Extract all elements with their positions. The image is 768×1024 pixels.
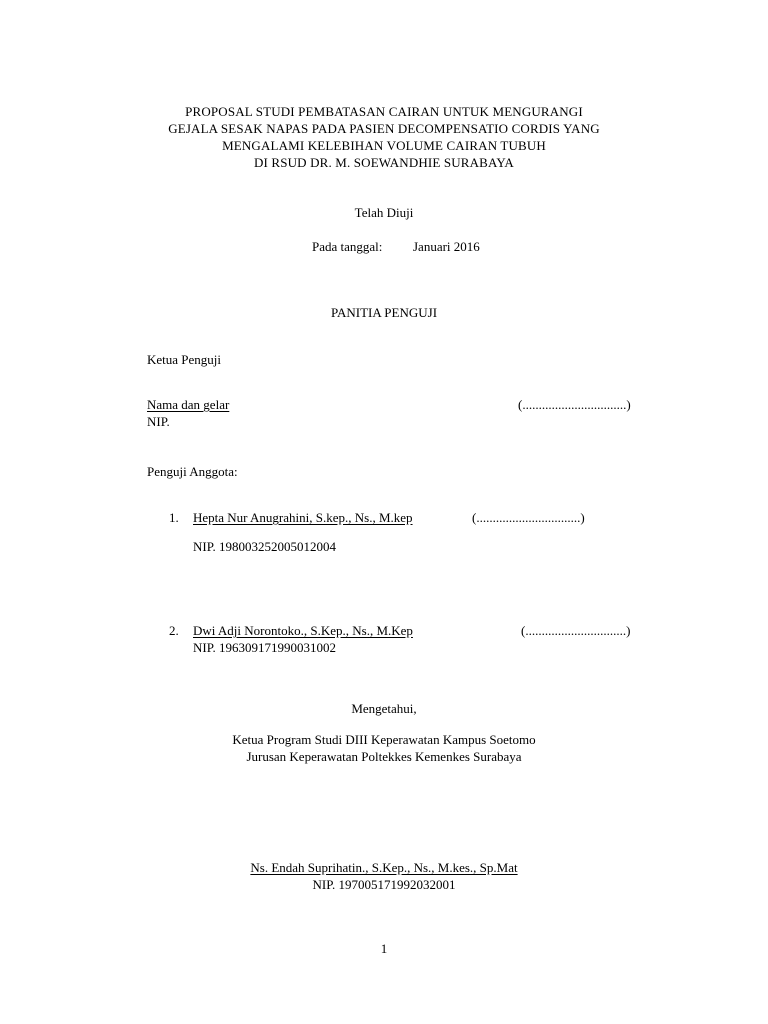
member-name: Dwi Adji Norontoko., S.Kep., Ns., M.Kep xyxy=(193,623,413,638)
tested-label: Telah Diuji xyxy=(354,205,414,220)
approval-position-line-2: Jurusan Keperawatan Poltekkes Kemenkes Surabaya xyxy=(246,749,522,764)
member-signature: (................................) xyxy=(472,510,585,525)
member-number: 1. xyxy=(169,510,179,525)
approval-label: Mengetahui, xyxy=(351,701,417,716)
approval-name xyxy=(0,860,768,876)
committee-heading: PANITIA PENGUJI xyxy=(330,305,438,320)
chair-label: Ketua Penguji xyxy=(147,352,222,367)
title-line-2: GEJALA SESAK NAPAS PADA PASIEN DECOMPENSATIO CORDIS YANG xyxy=(168,121,600,136)
approval-position-line-1: Ketua Program Studi DIII Keperawatan Kampus Soetomo xyxy=(232,732,536,747)
page-number: 1 xyxy=(380,941,388,956)
member-nip: NIP. 196309171990031002 xyxy=(193,640,337,655)
chair-nip: NIP. xyxy=(147,414,170,429)
date-label: Pada tanggal: xyxy=(312,239,383,254)
approval-nip: NIP. 197005171992032001 xyxy=(312,877,456,892)
member-name: Hepta Nur Anugrahini, S.kep., Ns., M.kep xyxy=(193,510,413,525)
chair-signature: (................................) xyxy=(518,397,631,412)
title-line-3: MENGALAMI KELEBIHAN VOLUME CAIRAN TUBUH xyxy=(222,138,546,153)
members-label: Penguji Anggota: xyxy=(147,464,238,479)
approval-name-text: Ns. Endah Suprihatin., S.Kep., Ns., M.kes., Sp.Mat xyxy=(250,860,518,875)
title-line-1: PROPOSAL STUDI PEMBATASAN CAIRAN UNTUK MENGURANGI xyxy=(185,104,583,119)
title-line-4: DI RSUD DR. M. SOEWANDHIE SURABAYA xyxy=(254,155,514,170)
date-value: Januari 2016 xyxy=(413,239,480,254)
member-nip: NIP. 198003252005012004 xyxy=(193,539,337,554)
member-signature: (...............................) xyxy=(521,623,631,638)
member-number: 2. xyxy=(169,623,179,638)
chair-name: Nama dan gelar xyxy=(147,397,230,412)
